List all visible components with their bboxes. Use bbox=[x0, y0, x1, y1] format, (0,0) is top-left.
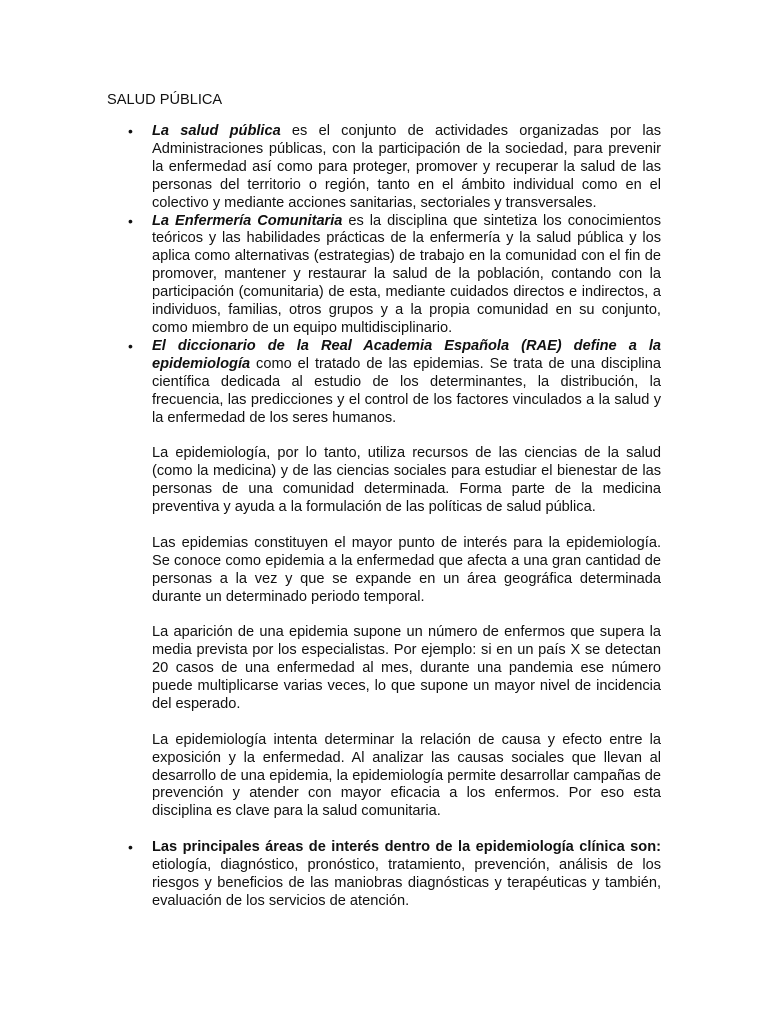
salud-publica-definition: es el conjunto de actividades organizadas por las Administraciones públicas, con la participación de la sociedad, para prevenir la enfermedad así como para proteger, promover y recuperar la salud de las personas del territorio o región, tanto en el ámbito individual como en el colectivo y mediante acciones sanitarias, sectoriales y transversales. bbox=[152, 123, 662, 211]
bullet-icon: • bbox=[128, 337, 133, 354]
epidemiologia-term: El diccionario de la Real Academia Española (RAE) define a la epidemiología bbox=[152, 337, 661, 372]
bullet-icon: • bbox=[128, 839, 133, 856]
list-item-epidemiologia bbox=[128, 337, 661, 821]
salud-publica-paragraph bbox=[152, 123, 661, 213]
epidemiologia-paragraph-2: La epidemiología, por lo tanto, utiliza recursos de las ciencias de la salud (como la medicina) y de las ciencias sociales para estudiar el bienestar de las personas de una comunidad determinada. Forma parte de la medicina preventiva y ayuda a la formulación de las políticas de salud pública. bbox=[152, 445, 661, 516]
enfermeria-paragraph bbox=[152, 213, 661, 338]
list-item-salud-publica bbox=[128, 123, 662, 213]
areas-interes-paragraph bbox=[152, 839, 661, 911]
enfermeria-definition: es la disciplina que sintetiza los conocimientos teóricos y las habilidades prácticas de la enfermería y la salud pública y los aplica como alternativas (estrategias) de trabajo en la comunidad con el fin de promover, mantener y restaurar la salud de la población, contando con la participación (comunitaria) de esta, mediante cuidados directos e indirectos, a individuos, familias, otros grupos y a la propia comunidad en su conjunto, como miembro de un equipo multidisciplinario. bbox=[152, 212, 661, 336]
areas-interes-term: Las principales áreas de interés dentro de la epidemiología clínica son: bbox=[152, 839, 661, 856]
epidemiologia-paragraph-4: La aparición de una epidemia supone un número de enfermos que supera la media prevista por los especialistas. Por ejemplo: si en un país X se detectan 20 casos de una enfermedad al mes, durante una pandemia ese número puede multiplicarse varias veces, lo que supone un mayor nivel de incidencia del esperado. bbox=[152, 624, 661, 712]
epidemiologia-paragraph-3: Las epidemias constituyen el mayor punto de interés para la epidemiología. Se conoce como epidemia a la enfermedad que afecta a una gran cantidad de personas a la vez y que se expande en un área geográfica determinada durante un determinado periodo temporal. bbox=[152, 534, 661, 605]
epidemiologia-paragraph-5: La epidemiología intenta determinar la relación de causa y efecto entre la exposición y la enfermedad. Al analizar las causas sociales que llevan al desarrollo de una epidemia, la epidemiología permite desarrollar campañas de prevención y atender con mayor eficacia a los enfermos. Por eso esta disciplina es clave para la salud comunitaria. bbox=[152, 731, 661, 820]
document-title: SALUD PÚBLICA bbox=[107, 92, 223, 108]
epidemiologia-definition: como el tratado de las epidemias. Se trata de una disciplina científica dedicada al estudio de los determinantes, la distribución, la frecuencia, las predicciones y el control de los factores vinculados a la salud y la enfermedad de los seres humanos. bbox=[152, 355, 661, 426]
epidemiologia-paragraph bbox=[152, 338, 661, 428]
bullet-icon: • bbox=[128, 212, 133, 229]
areas-interes-definition: etiología, diagnóstico, pronóstico, tratamiento, prevención, análisis de los riesgos y beneficios de las maniobras diagnósticas y terapéuticas y también, evaluación de los servicios de atención. bbox=[152, 857, 661, 909]
definitions-list bbox=[128, 123, 662, 911]
salud-publica-term: La salud pública bbox=[152, 123, 281, 139]
list-item-enfermeria-comunitaria bbox=[128, 212, 661, 338]
bullet-icon: • bbox=[128, 123, 133, 139]
list-item-areas-interes bbox=[128, 839, 661, 911]
enfermeria-term: La Enfermería Comunitaria bbox=[152, 212, 343, 229]
